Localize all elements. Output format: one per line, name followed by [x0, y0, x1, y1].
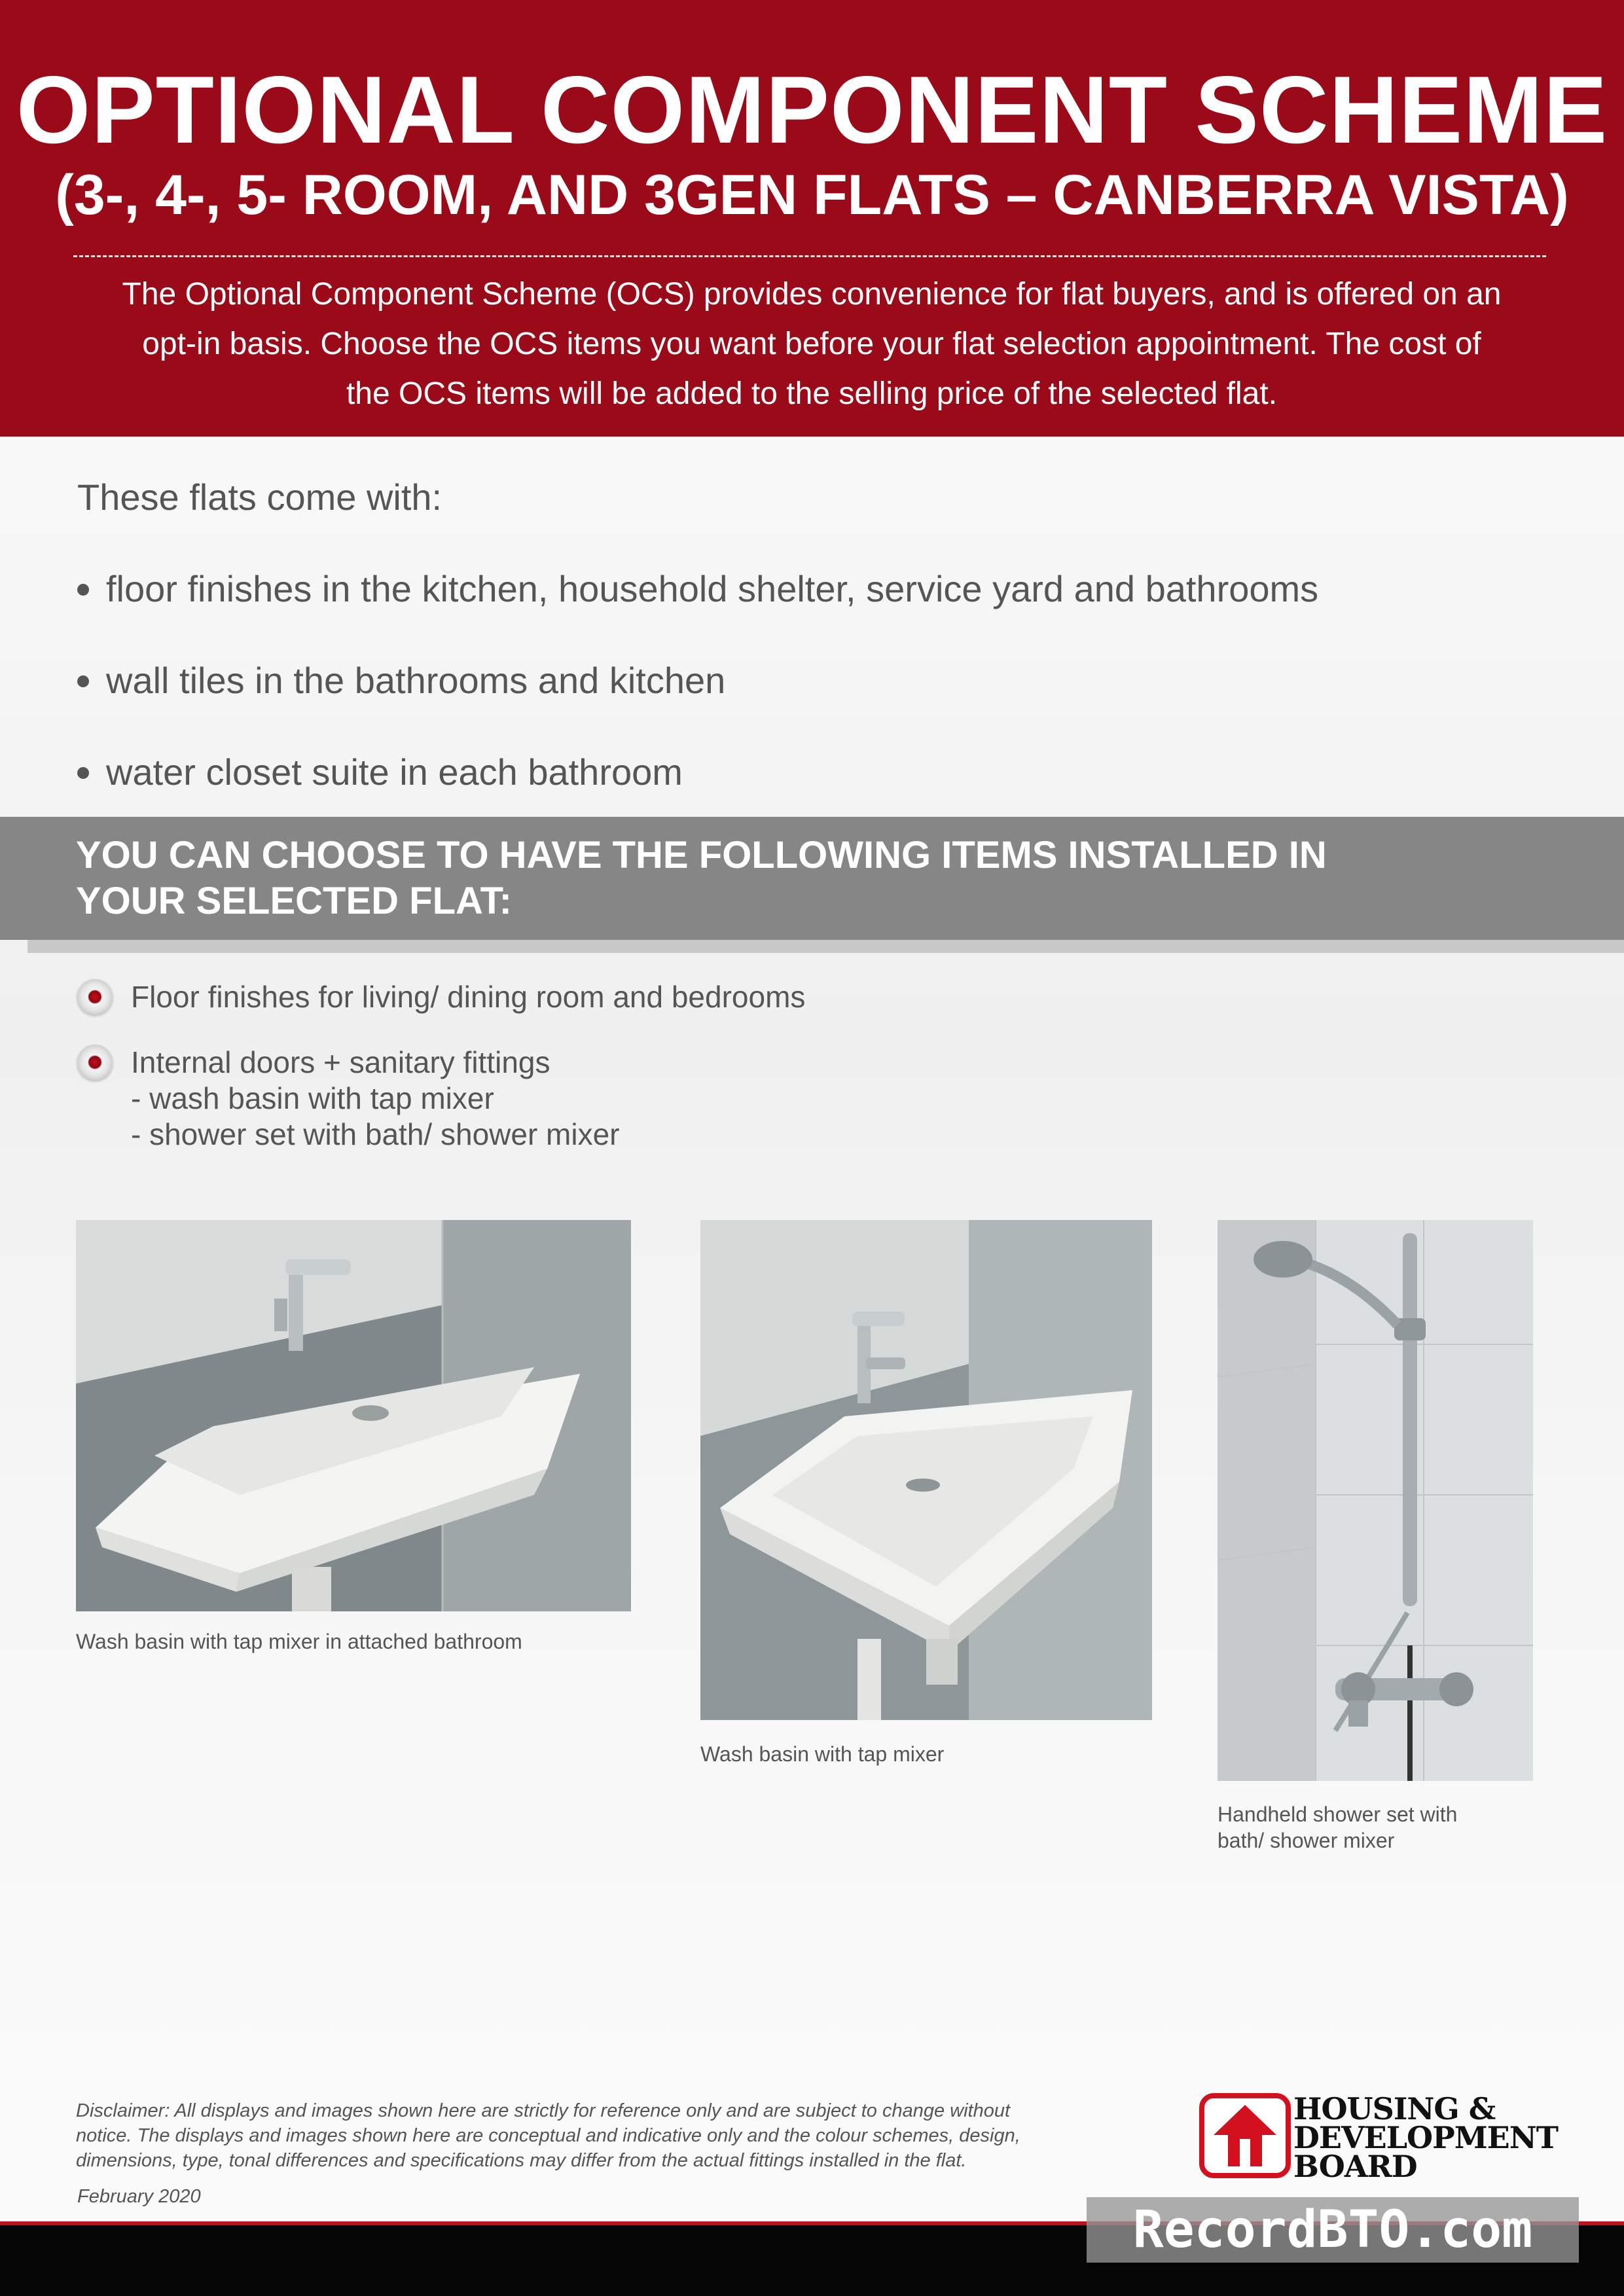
wash-basin-photo [76, 1220, 631, 1611]
hdb-house-logo-icon [1199, 2093, 1291, 2178]
header-banner [0, 0, 1624, 437]
options-heading: YOU CAN CHOOSE TO HAVE THE FOLLOWING ITEMS INSTALLED IN YOUR SELECTED FLAT: [76, 834, 1327, 922]
publish-date: February 2020 [77, 2186, 201, 2207]
option-doors-sanitary: Internal doors + sanitary fittings - wash basin with tap mixer - shower set with bath/ shower mixer [77, 1045, 620, 1153]
bullet-icon [77, 584, 89, 596]
included-lead: These flats come with: [77, 476, 442, 518]
hdb-wordmark: HOUSING & DEVELOPMENT BOARD [1293, 2091, 1558, 2184]
page-subtitle: (3-, 4-, 5- ROOM, AND 3GEN FLATS – CANBERRA VISTA) [55, 164, 1569, 226]
wash-basin-photo [700, 1220, 1152, 1720]
photo-caption: Wash basin with tap mixer [700, 1742, 945, 1766]
bullet-icon [77, 767, 89, 779]
photo-caption: Handheld shower set with bath/ shower mixer [1218, 1803, 1458, 1852]
photo-caption: Wash basin with tap mixer in attached bathroom [76, 1630, 522, 1653]
radio-bullet-icon [77, 979, 113, 1014]
list-item: floor finishes in the kitchen, household shelter, service yard and bathrooms [77, 563, 1517, 615]
included-features [77, 471, 1517, 838]
watermark: RecordBTO.com [1087, 2197, 1579, 2263]
banner-shadow [27, 940, 1624, 953]
options-banner [0, 817, 1624, 940]
option-floor-finishes: Floor finishes for living/ dining room and bedrooms [77, 979, 805, 1015]
dashed-divider [73, 255, 1546, 257]
list-item: water closet suite in each bathroom [77, 746, 1517, 798]
page-title: OPTIONAL COMPONENT SCHEME [16, 56, 1608, 163]
radio-bullet-icon [77, 1045, 113, 1080]
list-item: wall tiles in the bathrooms and kitchen [77, 655, 1517, 707]
shower-set-photo [1218, 1220, 1533, 1781]
intro-paragraph: The Optional Component Scheme (OCS) provides convenience for flat buyers, and is offered on an opt-in basis. Choose the OCS items you want before your flat selection appointment. The cost of the OCS items will be added to the selling price of the selected flat. [122, 277, 1502, 411]
disclaimer-text: Disclaimer: All displays and images shown here are strictly for reference only and are subject to change without notice. The displays and images shown here are conceptual and indicative only and the colour schemes, design, dimensions, type, tonal differences and specifications may differ from the actual fittings installed in the flat. [76, 2100, 1020, 2171]
bullet-icon [77, 675, 89, 687]
